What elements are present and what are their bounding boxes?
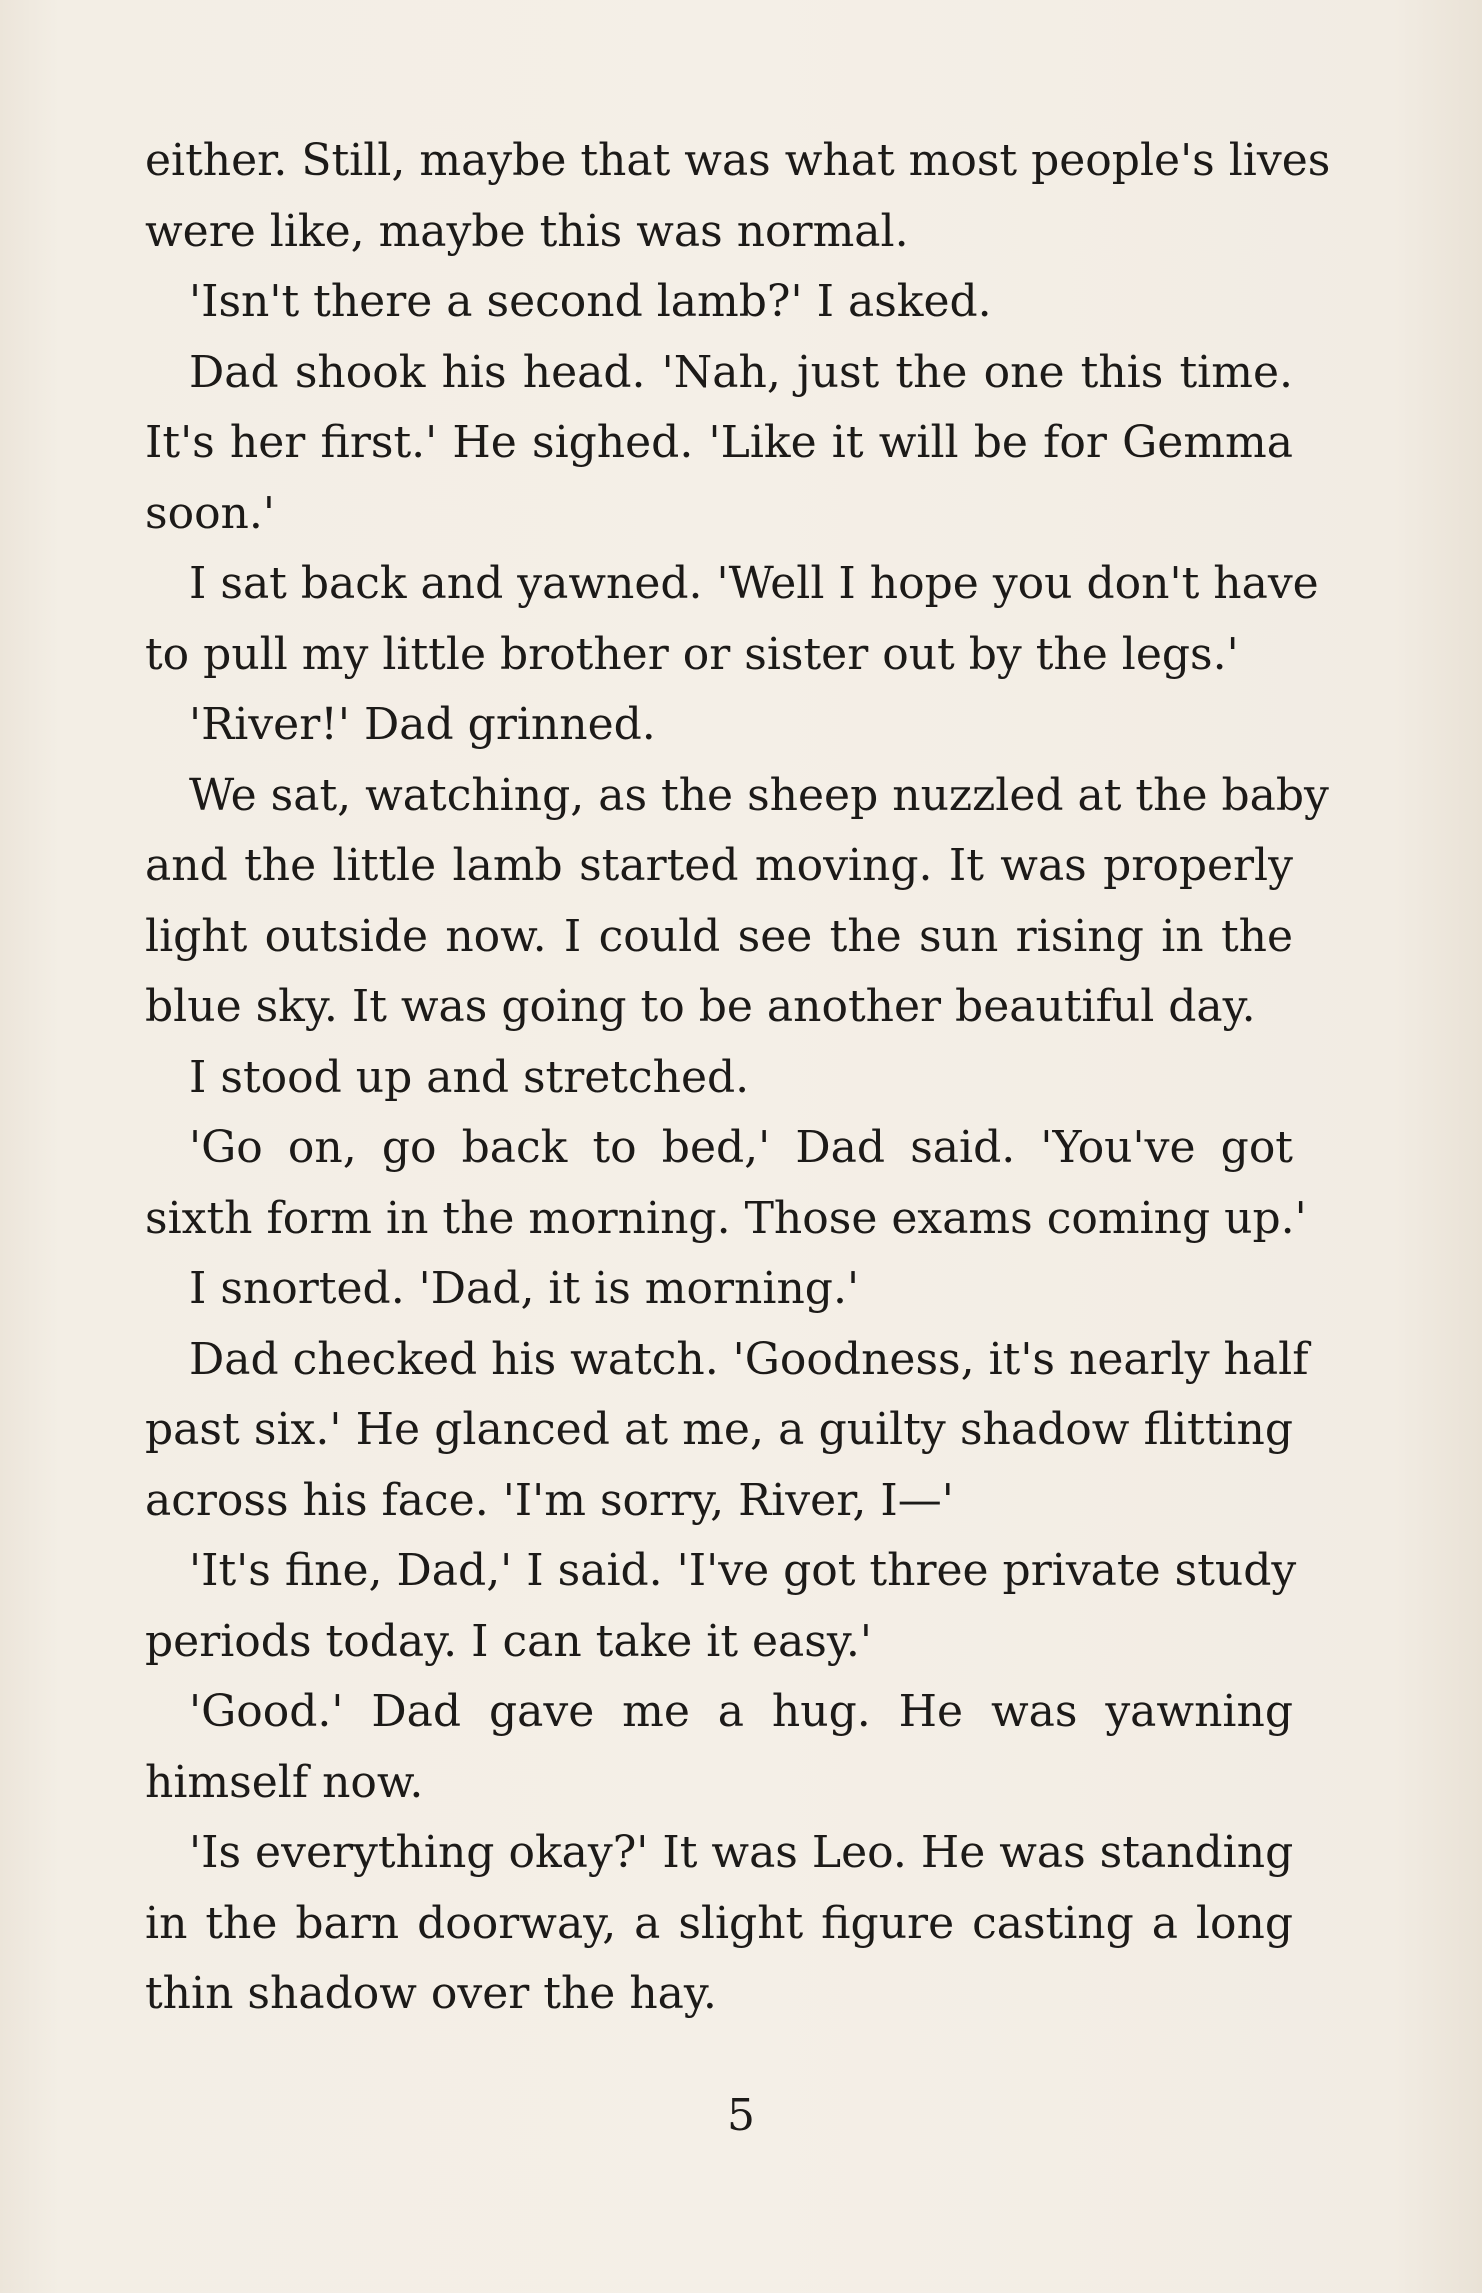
text-line: periods today. I can take it easy.' <box>145 1615 872 1667</box>
text-line: 'It's fine, Dad,' I said. 'I've got three private study <box>189 1545 1297 1596</box>
text-line: across his face. 'I'm sorry, River, I—' <box>145 1474 954 1526</box>
text-line: blue sky. It was going to be another beautiful day. <box>145 981 1256 1032</box>
text-line: I snorted. 'Dad, it is morning.' <box>189 1263 860 1314</box>
text-line: 'River!' Dad grinned. <box>189 699 656 750</box>
body-text <box>145 126 1331 2030</box>
text-line: to pull my little brother or sister out by the legs.' <box>145 628 1239 680</box>
text-line: Dad shook his head. 'Nah, just the one this time. <box>189 346 1293 398</box>
page-number: 5 <box>727 2090 755 2141</box>
text-line: in the barn doorway, a slight figure casting a long <box>145 1897 1293 1949</box>
text-line: soon.' <box>145 487 275 539</box>
text-line: It's her first.' He sighed. 'Like it will be for Gemma <box>145 417 1293 468</box>
text-line: either. Still, maybe that was what most people's lives <box>145 135 1331 186</box>
text-line: I sat back and yawned. 'Well I hope you don't have <box>189 558 1319 609</box>
text-line: We sat, watching, as the sheep nuzzled at the baby <box>189 769 1329 821</box>
text-line: sixth form in the morning. Those exams coming up.' <box>145 1192 1307 1244</box>
text-line: 'Isn't there a second lamb?' I asked. <box>189 276 992 327</box>
text-line: thin shadow over the hay. <box>145 1968 717 2019</box>
text-line: and the little lamb started moving. It was properly <box>145 840 1293 891</box>
text-line: I stood up and stretched. <box>189 1051 750 1103</box>
text-line: Dad checked his watch. 'Goodness, it's nearly half <box>189 1333 1309 1385</box>
text-line: himself now. <box>145 1756 424 1808</box>
text-line: 'Is everything okay?' It was Leo. He was standing <box>189 1827 1294 1878</box>
text-line: 'Go on, go back to bed,' Dad said. 'You've got <box>189 1122 1293 1173</box>
text-line: light outside now. I could see the sun rising in the <box>145 910 1293 962</box>
text-line: past six.' He glanced at me, a guilty shadow flitting <box>145 1404 1293 1455</box>
text-line: were like, maybe this was normal. <box>145 205 909 257</box>
text-line: 'Good.' Dad gave me a hug. He was yawning <box>189 1686 1293 1737</box>
